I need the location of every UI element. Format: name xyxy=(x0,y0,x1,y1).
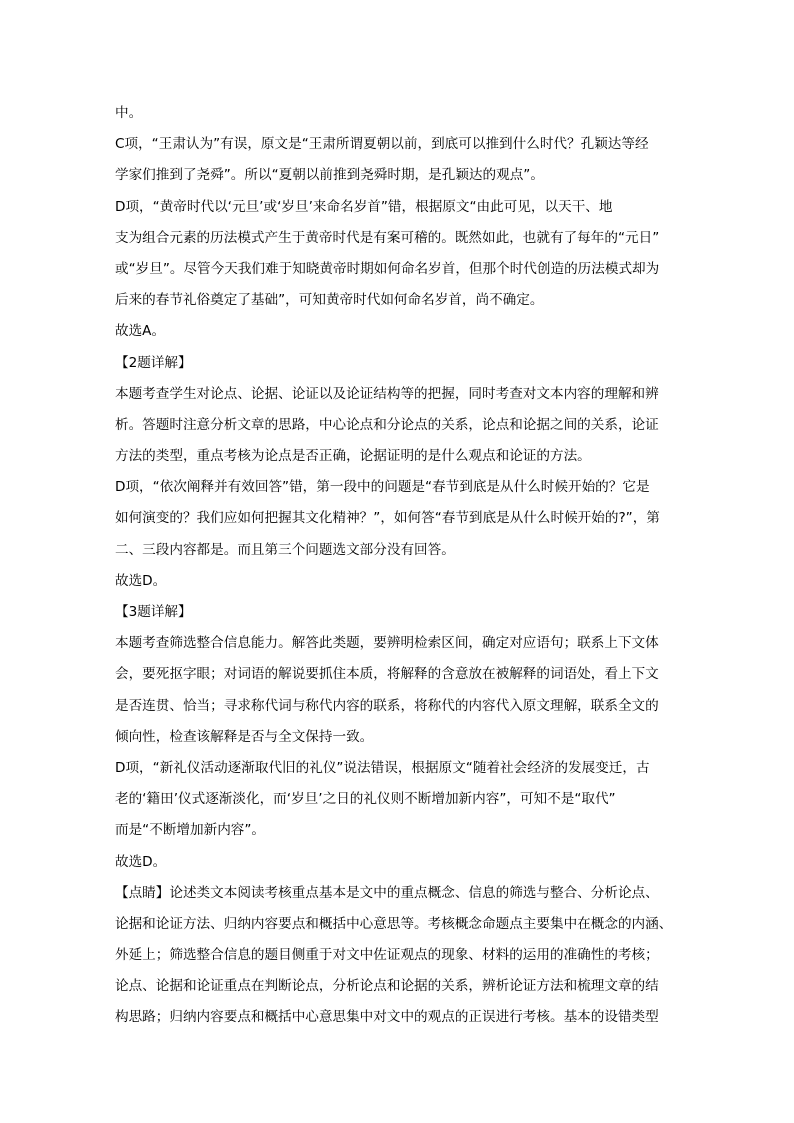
text-line: 论点、论据和论证重点在判断论点，分析论点和论据的关系，辨析论证方法和梳理文章的结 xyxy=(115,978,659,995)
text-line: 学家们推到了尧舜”。所以“夏朝以前推到尧舜时期，是孔颖达的观点”。 xyxy=(115,167,544,184)
text-line: 故选D。 xyxy=(115,853,167,870)
text-line: 构思路；归纳内容要点和概括中心意思集中对文中的观点的正误进行考核。基本的设错类型 xyxy=(115,1009,659,1026)
text-line: D项，“黄帝时代以‘元旦’或‘岁旦’来命名岁首”错，根据原文“由此可见，以天干、地 xyxy=(115,198,613,215)
section-heading: 【2题详解】 xyxy=(115,354,192,371)
text-line: 论据和论证方法、归纳内容要点和概括中心意思等。考核概念命题点主要集中在概念的内涵、 xyxy=(115,915,673,932)
text-line: 老的‘籍田’仪式逐渐淡化，而‘岁旦’之日的礼仪则不断增加新内容”，可知不是“取代” xyxy=(115,791,616,808)
section-heading: 【3题详解】 xyxy=(115,604,192,620)
text-line: 故选D。 xyxy=(115,572,167,589)
text-line: 如何演变的？我们应如何把握其文化精神？”，如何答“春节到底是从什么时候开始的?”，第 xyxy=(115,510,660,527)
text-line: 倾向性，检查该解释是否与全文保持一致。 xyxy=(115,728,374,745)
document-body xyxy=(115,98,689,1034)
text-line: C项，“王肃认为”有误，原文是“王肃所谓夏朝以前，到底可以推到什么时代？孔颖达等经 xyxy=(115,136,649,153)
text-line: 后来的春节礼俗奠定了基础”，可知黄帝时代如何命名岁首，尚不确定。 xyxy=(115,292,544,309)
text-line: 而是“不断增加新内容”。 xyxy=(115,822,266,839)
text-line: 方法的类型，重点考核为论点是否正确，论据证明的是什么观点和论证的方法。 xyxy=(115,448,591,465)
text-line: 会，要死抠字眼；对词语的解说要抓住本质，将解释的含意放在被解释的词语处，看上下文 xyxy=(115,666,659,683)
text-line: 中。 xyxy=(115,105,143,121)
text-line: 支为组合元素的历法模式产生于黄帝时代是有案可稽的。既然如此，也就有了每年的“元日” xyxy=(115,229,660,246)
text-line: 故选A。 xyxy=(115,323,166,340)
text-line: 是否连贯、恰当；寻求称代词与称代内容的联系，将称代的内容代入原文理解，联系全文的 xyxy=(115,697,659,714)
text-line: 外延上；筛选整合信息的题目侧重于对文中佐证观点的现象、材料的运用的准确性的考核； xyxy=(115,947,659,964)
text-line: 二、三段内容都是。而且第三个问题选文部分没有回答。 xyxy=(115,541,455,558)
text-line: 【点睛】论述类文本阅读考核重点基本是文中的重点概念、信息的筛选与整合、分析论点、 xyxy=(115,884,659,901)
text-line: D项，“新礼仪活动逐渐取代旧的礼仪”说法错误，根据原文“随着社会经济的发展变迁，古 xyxy=(115,759,650,776)
text-line: 或“岁旦”。尽管今天我们难于知晓黄帝时期如何命名岁首，但那个时代创造的历法模式却为 xyxy=(115,260,660,277)
text-line: D项，“依次阐释并有效回答”错，第一段中的问题是“春节到底是从什么时候开始的？它是 xyxy=(115,479,650,496)
text-line: 本题考查学生对论点、论据、论证以及论证结构等的把握，同时考查对文本内容的理解和辨 xyxy=(115,385,659,402)
text-line: 本题考查筛选整合信息能力。解答此类题，要辨明检索区间，确定对应语句；联系上下文体 xyxy=(115,635,659,652)
text-line: 析。答题时注意分析文章的思路，中心论点和分论点的关系，论点和论据之间的关系，论证 xyxy=(115,416,659,433)
